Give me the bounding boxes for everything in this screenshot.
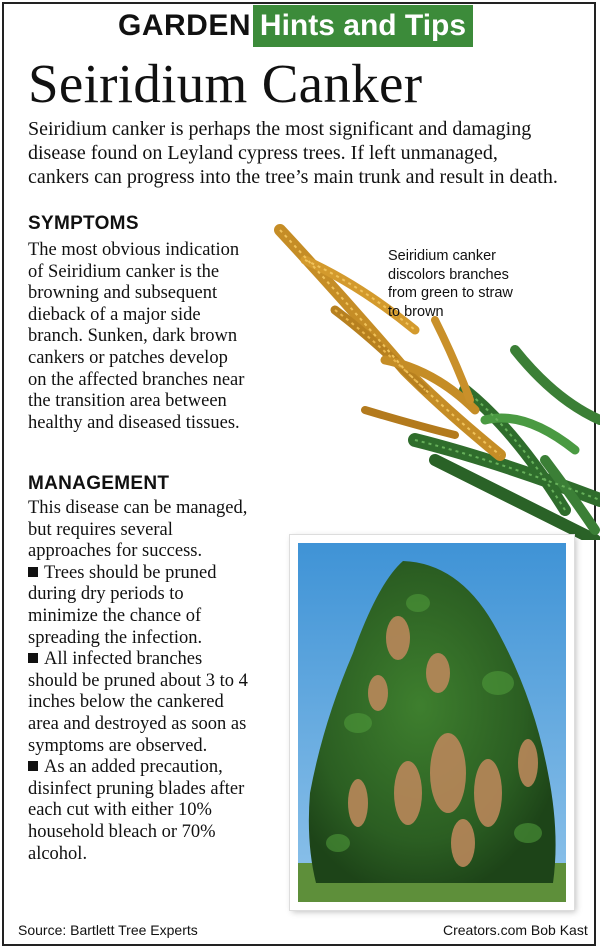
symptoms-line: on the affected branches near (28, 369, 245, 390)
square-bullet-icon (28, 653, 38, 663)
tree-photo-frame (290, 535, 574, 910)
caption-line: from green to straw (388, 285, 513, 301)
symptoms-text (28, 240, 244, 434)
intro-line: disease found on Leyland cypress trees. If left unmanaged, (28, 142, 498, 164)
branch-caption (388, 247, 513, 321)
management-line: alcohol. (28, 843, 88, 864)
management-bullet-line (28, 649, 248, 671)
header-tips-label: Hints and Tips (253, 5, 473, 47)
management-line: inches below the cankered (28, 692, 224, 713)
caption-line: discolors branches (388, 266, 509, 283)
leyland-cypress-tree-photo (298, 543, 566, 902)
management-bullet-line (28, 757, 248, 779)
management-line: during dry periods to (28, 584, 184, 605)
footer-credit: Creators.com Bob Kast (443, 922, 588, 938)
management-line: This disease can be managed, (28, 498, 248, 518)
management-line: Trees should be pruned (44, 562, 217, 583)
symptoms-line: healthy and diseased tissues. (28, 412, 240, 433)
symptoms-line: of Seiridium canker is the (28, 261, 220, 282)
symptoms-line: branch. Sunken, dark brown (28, 326, 238, 347)
square-bullet-icon (28, 761, 38, 771)
management-line: As an added precaution, (44, 757, 223, 778)
management-line: approaches for success. (28, 541, 203, 562)
symptoms-line: cankers or patches develop (28, 347, 228, 368)
management-line: minimize the chance of (28, 605, 202, 626)
footer-source: Source: Bartlett Tree Experts (18, 922, 198, 938)
management-bullet-line (28, 563, 248, 585)
intro-line: cankers can progress into the tree’s main trunk and result in death. (28, 166, 558, 188)
management-line: area and destroyed as soon as (28, 713, 247, 734)
header-banner (0, 0, 600, 52)
caption-line: Seiridium canker (388, 248, 496, 264)
management-line: spreading the infection. (28, 627, 203, 648)
management-line: household bleach or 70% (28, 821, 216, 842)
management-line: All infected branches (44, 649, 203, 670)
management-text (28, 498, 248, 865)
symptoms-heading: SYMPTOMS (28, 213, 139, 234)
square-bullet-icon (28, 567, 38, 577)
management-line: but requires several (28, 519, 173, 540)
management-line: symptoms are observed. (28, 735, 208, 756)
symptoms-line: The most obvious indication (28, 240, 240, 260)
caption-line: to brown (388, 303, 444, 320)
page-title: Seiridium Canker (28, 53, 423, 114)
management-heading: MANAGEMENT (28, 473, 170, 494)
management-line: should be pruned about 3 to 4 (28, 670, 248, 691)
symptoms-line: browning and subsequent (28, 283, 218, 304)
management-line: disinfect pruning blades after (28, 778, 245, 799)
symptoms-line: the transition area between (28, 391, 227, 412)
header-garden-label: GARDEN (118, 9, 252, 42)
symptoms-line: dieback of a major side (28, 304, 201, 325)
intro-paragraph (28, 117, 588, 189)
intro-line: Seiridium canker is perhaps the most significant and damaging (28, 118, 532, 140)
management-line: each cut with either 10% (28, 800, 212, 821)
